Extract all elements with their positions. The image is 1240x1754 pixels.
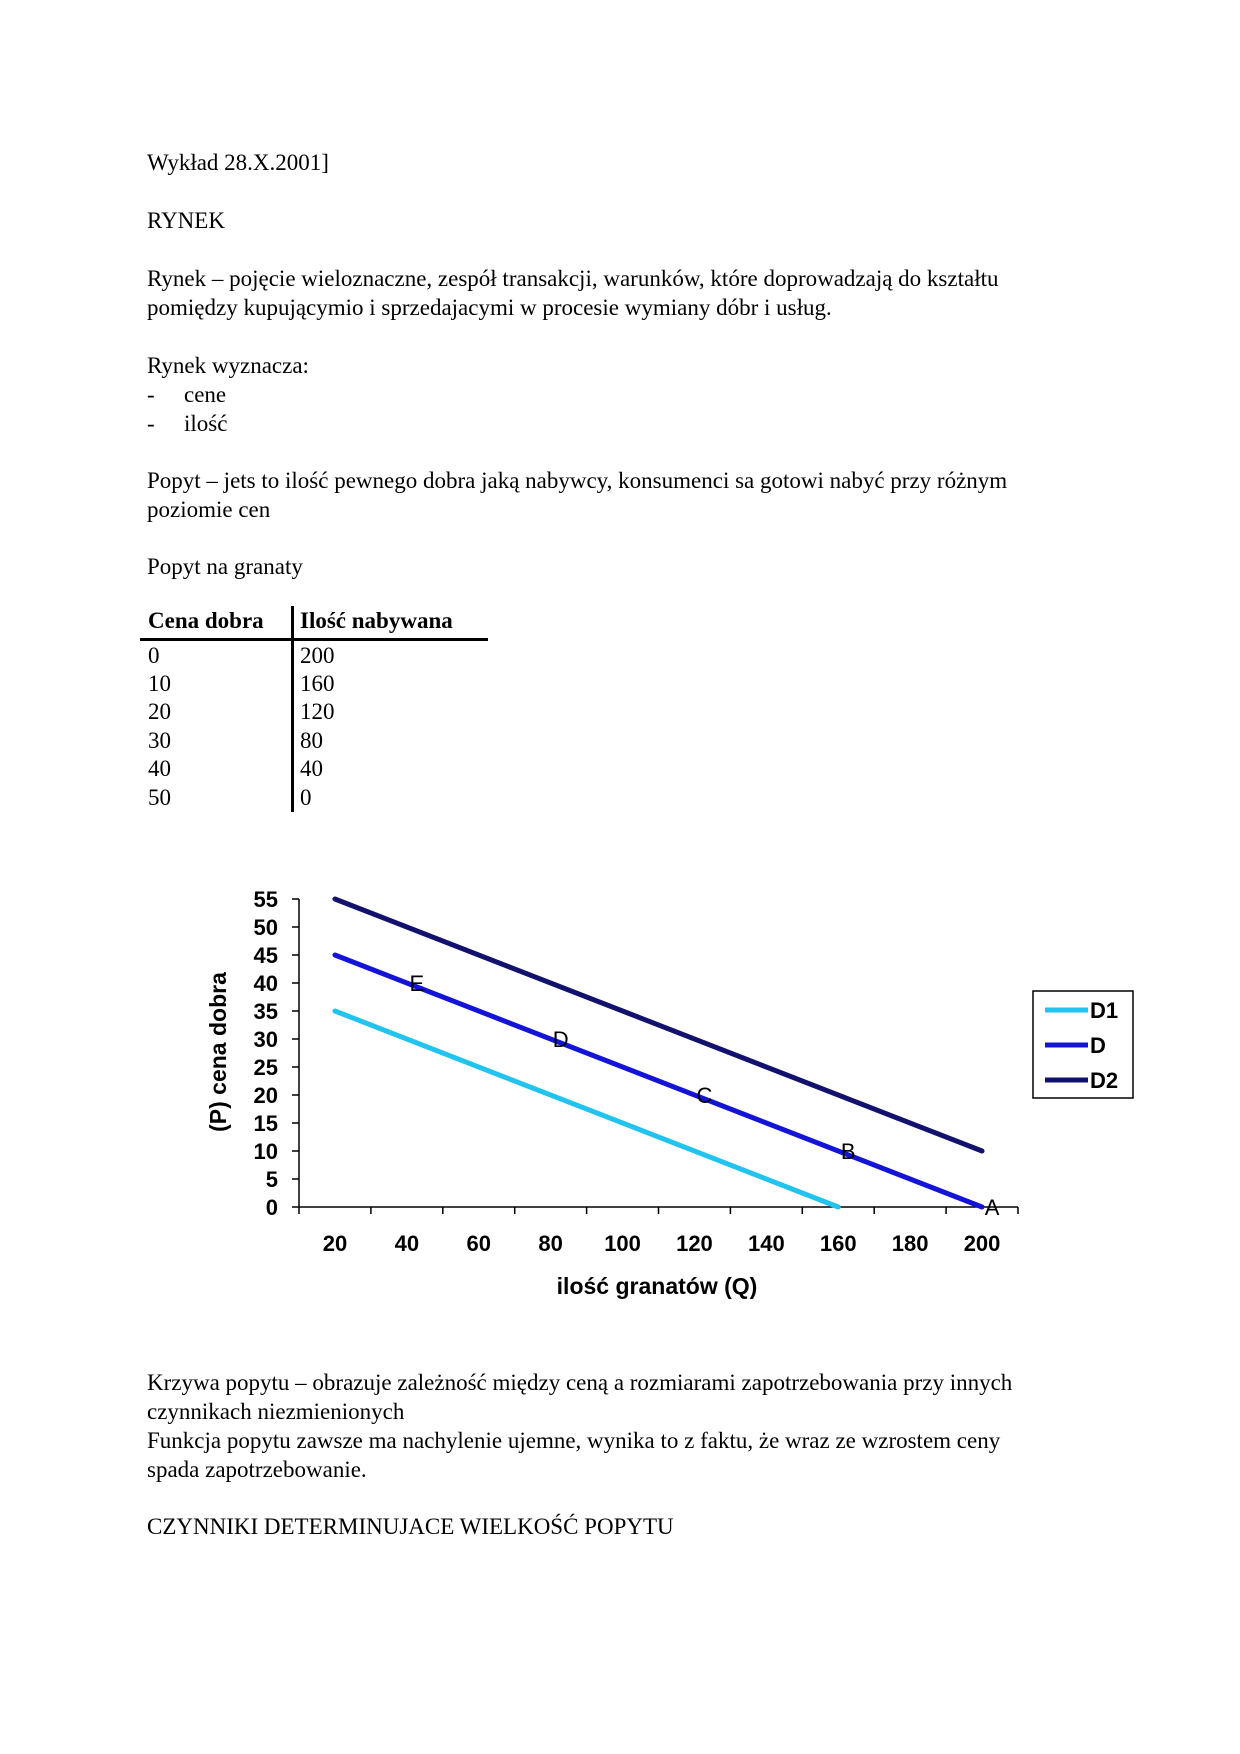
list-bullet: -	[147, 382, 155, 407]
table-cell-quantity: 40	[300, 756, 323, 781]
demand-definition-line1: Popyt – jets to ilość pewnego dobra jaką nabywcy, konsumenci sa gotowi nabyć przy różnym	[147, 468, 1008, 493]
chart-series	[335, 899, 982, 1207]
list-item-text: cene	[184, 382, 227, 407]
y-tick-label: 20	[253, 1083, 278, 1108]
y-tick-label: 45	[253, 943, 278, 968]
table-cell-quantity: 160	[300, 671, 335, 696]
y-tick-label: 40	[253, 971, 278, 996]
y-tick-label: 15	[253, 1111, 278, 1136]
y-tick-label: 30	[253, 1027, 278, 1052]
curve-definition-line4: spada zapotrzebowanie.	[147, 1457, 367, 1482]
x-axis-label: ilość granatów (Q)	[556, 1273, 758, 1299]
factors-heading: CZYNNIKI DETERMINUJACE WIELKOŚĆ POPYTU	[147, 1514, 674, 1539]
point-label: A	[984, 1195, 1000, 1220]
curve-definition-line3: Funkcja popytu zawsze ma nachylenie ujemne, wynika to z faktu, że wraz ze wzrostem ceny	[147, 1428, 1001, 1453]
y-tick-label: 55	[253, 887, 278, 912]
y-tick-label: 35	[253, 999, 278, 1024]
table-cell-quantity: 200	[300, 643, 335, 668]
y-tick-label: 25	[253, 1055, 278, 1080]
series-line-d1	[335, 1011, 838, 1207]
series-line-d2	[335, 899, 982, 1151]
y-tick-label: 10	[253, 1139, 278, 1164]
x-tick-label: 180	[891, 1231, 929, 1256]
table-cell-price: 40	[148, 756, 171, 781]
legend-label: D	[1090, 1033, 1106, 1058]
chart-legend	[1033, 991, 1133, 1098]
x-tick-label: 60	[466, 1231, 491, 1256]
table-cell-price: 20	[148, 699, 171, 724]
table-cell-quantity: 120	[300, 699, 335, 724]
table-header-quantity: Ilość nabywana	[300, 608, 453, 633]
chart-annotations	[410, 971, 1000, 1220]
lecture-header: Wykład 28.X.2001]	[147, 150, 329, 175]
chart-axes	[299, 899, 1018, 1207]
x-tick-label: 120	[676, 1231, 713, 1256]
x-tick-label: 200	[963, 1231, 1001, 1256]
y-tick-label: 50	[253, 915, 278, 940]
point-label: E	[409, 971, 425, 996]
table-header-price: Cena dobra	[148, 608, 264, 633]
market-definition-line1: Rynek – pojęcie wieloznaczne, zespół transakcji, warunków, które doprowadzają do kształtu	[147, 266, 999, 291]
list-bullet: -	[147, 411, 155, 436]
x-tick-label: 100	[604, 1231, 641, 1256]
table-cell-price: 10	[148, 671, 171, 696]
table-title: Popyt na granaty	[147, 554, 303, 579]
series-line-d	[335, 955, 982, 1207]
table-cell-price: 50	[148, 785, 171, 810]
x-tick-label: 160	[819, 1231, 857, 1256]
legend-label: D1	[1090, 998, 1119, 1023]
table-cell-price: 30	[148, 728, 171, 753]
y-axis-label: (P) cena dobra	[205, 972, 231, 1132]
curve-definition-line2: czynnikach niezmienionych	[147, 1399, 405, 1424]
x-tick-label: 20	[322, 1231, 348, 1256]
y-tick-label: 5	[265, 1167, 278, 1192]
y-tick-label: 0	[265, 1195, 278, 1220]
x-tick-label: 40	[394, 1231, 420, 1256]
list-item-text: ilość	[184, 411, 228, 436]
legend-label: D2	[1090, 1068, 1119, 1093]
demand-definition-line2: poziomie cen	[147, 497, 271, 522]
point-label: B	[840, 1139, 856, 1164]
point-label: D	[552, 1027, 569, 1052]
table-cell-quantity: 0	[300, 785, 312, 810]
section-title: RYNEK	[147, 208, 225, 233]
table-cell-price: 0	[148, 643, 160, 668]
table-cell-quantity: 80	[300, 728, 323, 753]
curve-definition-line1: Krzywa popytu – obrazuje zależność między ceną a rozmiarami zapotrzebowania przy innych	[147, 1370, 1013, 1395]
x-tick-label: 80	[538, 1231, 563, 1256]
market-definition-line2: pomiędzy kupującymio i sprzedajacymi w procesie wymiany dóbr i usług.	[147, 295, 832, 320]
market-determines-label: Rynek wyznacza:	[147, 353, 309, 378]
point-label: C	[696, 1083, 713, 1108]
x-tick-label: 140	[747, 1231, 785, 1256]
